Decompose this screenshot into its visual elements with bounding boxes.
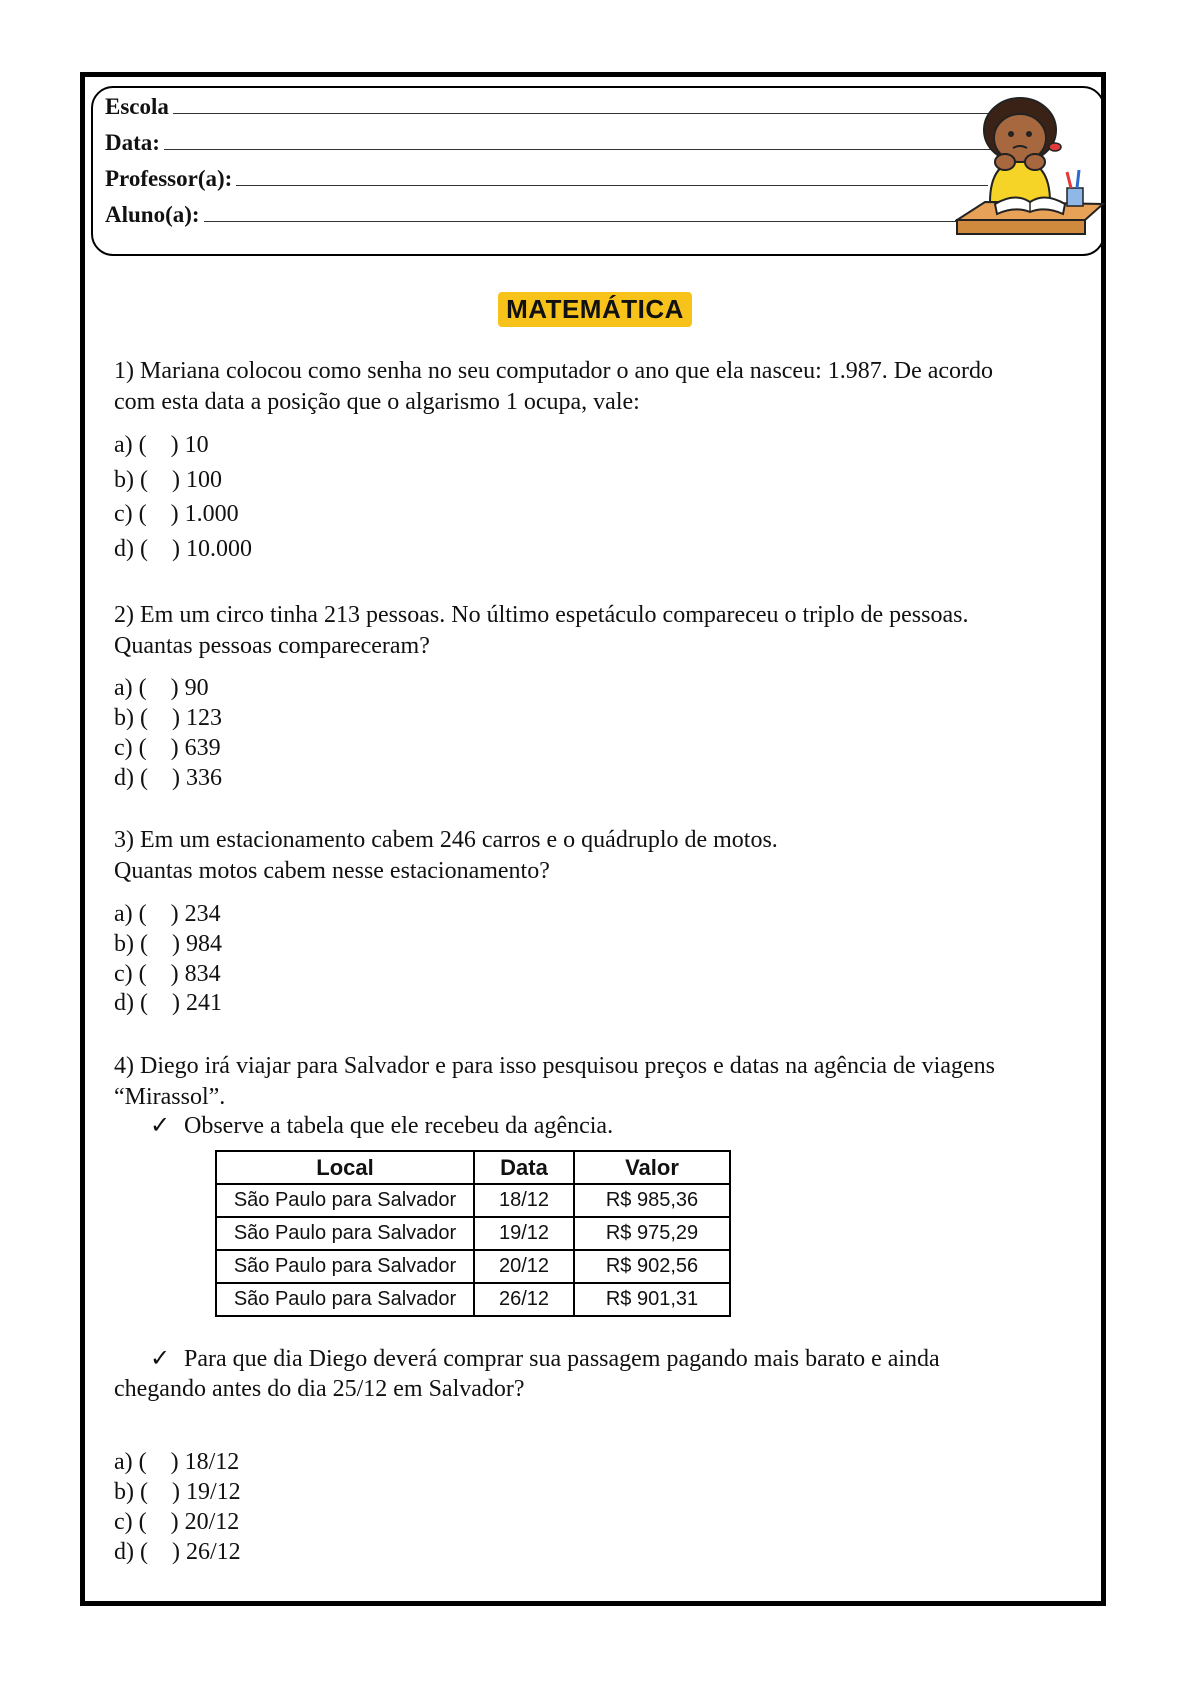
table-cell-data: 19/12 (474, 1217, 574, 1250)
question-1-option-b[interactable]: b) ( ) 100 (114, 467, 222, 493)
table-cell-local: São Paulo para Salvador (216, 1283, 474, 1316)
checkmark-icon: ✓ (150, 1346, 171, 1372)
question-4-option-a[interactable]: a) ( ) 18/12 (114, 1449, 240, 1475)
teacher-field[interactable] (105, 164, 988, 192)
table-header-row (216, 1151, 730, 1184)
teacher-line (236, 184, 988, 186)
school-label: Escola (105, 94, 169, 119)
column-header-data: Data (474, 1151, 574, 1184)
table-cell-data: 20/12 (474, 1250, 574, 1283)
date-label: Data: (105, 130, 160, 155)
student-label: Aluno(a): (105, 202, 200, 227)
table-cell-valor: R$ 902,56 (574, 1250, 730, 1283)
checkmark-icon: ✓ (150, 1113, 171, 1139)
question-1-option-a[interactable]: a) ( ) 10 (114, 432, 209, 458)
date-line (164, 148, 992, 150)
question-2-line-1: 2) Em um circo tinha 213 pessoas. No último espetáculo compareceu o triplo de pessoas. (114, 602, 969, 628)
question-3 (114, 825, 1094, 887)
question-4-check-1-text: Observe a tabela que ele recebeu da agência. (184, 1113, 614, 1139)
question-2-option-c[interactable]: c) ( ) 639 (114, 735, 221, 761)
question-1 (114, 356, 1094, 418)
question-2-line-2: Quantas pessoas compareceram? (114, 633, 430, 659)
school-line (173, 112, 993, 114)
question-4-line-3: chegando antes do dia 25/12 em Salvador? (114, 1376, 525, 1402)
table-cell-valor: R$ 985,36 (574, 1184, 730, 1217)
question-4-option-c[interactable]: c) ( ) 20/12 (114, 1509, 240, 1535)
question-4-line-1: 4) Diego irá viajar para Salvador e para isso pesquisou preços e datas na agência de viagens (114, 1053, 995, 1079)
question-3-option-a[interactable]: a) ( ) 234 (114, 901, 221, 927)
question-4 (114, 1051, 1094, 1113)
question-4-check-2-text: Para que dia Diego deverá comprar sua passagem pagando mais barato e ainda (184, 1346, 940, 1372)
student-field[interactable] (105, 200, 974, 228)
subject-title (0, 292, 1190, 327)
question-2 (114, 600, 1094, 662)
table-row (216, 1283, 730, 1316)
student-info-header (91, 86, 1105, 256)
question-3-option-b[interactable]: b) ( ) 984 (114, 931, 222, 957)
question-4-option-d[interactable]: d) ( ) 26/12 (114, 1539, 241, 1565)
question-4-option-b[interactable]: b) ( ) 19/12 (114, 1479, 241, 1505)
question-2-option-b[interactable]: b) ( ) 123 (114, 705, 222, 731)
table-row (216, 1217, 730, 1250)
teacher-label: Professor(a): (105, 166, 233, 191)
question-2-option-a[interactable]: a) ( ) 90 (114, 675, 209, 701)
table-cell-data: 18/12 (474, 1184, 574, 1217)
school-field[interactable] (105, 92, 993, 120)
question-1-line-2: com esta data a posição que o algarismo 1 ocupa, vale: (114, 389, 640, 415)
question-3-option-c[interactable]: c) ( ) 834 (114, 961, 221, 987)
reading-girl-illustration (955, 92, 1105, 244)
table-cell-local: São Paulo para Salvador (216, 1250, 474, 1283)
question-4-line-2: “Mirassol”. (114, 1084, 226, 1110)
question-4-instruction-2 (150, 1344, 940, 1374)
travel-fares-table (215, 1150, 731, 1317)
subject-title-text: MATEMÁTICA (498, 292, 692, 327)
table-cell-local: São Paulo para Salvador (216, 1184, 474, 1217)
table-row (216, 1184, 730, 1217)
column-header-local: Local (216, 1151, 474, 1184)
question-1-line-1: 1) Mariana colocou como senha no seu computador o ano que ela nasceu: 1.987. De acordo (114, 358, 994, 384)
question-3-option-d[interactable]: d) ( ) 241 (114, 990, 222, 1016)
student-line (204, 220, 974, 222)
column-header-valor: Valor (574, 1151, 730, 1184)
question-3-line-1: 3) Em um estacionamento cabem 246 carros e o quádruplo de motos. (114, 827, 778, 853)
table-cell-data: 26/12 (474, 1283, 574, 1316)
question-1-option-c[interactable]: c) ( ) 1.000 (114, 501, 239, 527)
question-4-instruction-1 (150, 1111, 613, 1141)
table-cell-valor: R$ 975,29 (574, 1217, 730, 1250)
question-3-line-2: Quantas motos cabem nesse estacionamento? (114, 858, 550, 884)
table-cell-local: São Paulo para Salvador (216, 1217, 474, 1250)
table-cell-valor: R$ 901,31 (574, 1283, 730, 1316)
table-row (216, 1250, 730, 1283)
question-2-option-d[interactable]: d) ( ) 336 (114, 765, 222, 791)
date-field[interactable] (105, 128, 992, 156)
question-1-option-d[interactable]: d) ( ) 10.000 (114, 536, 252, 562)
